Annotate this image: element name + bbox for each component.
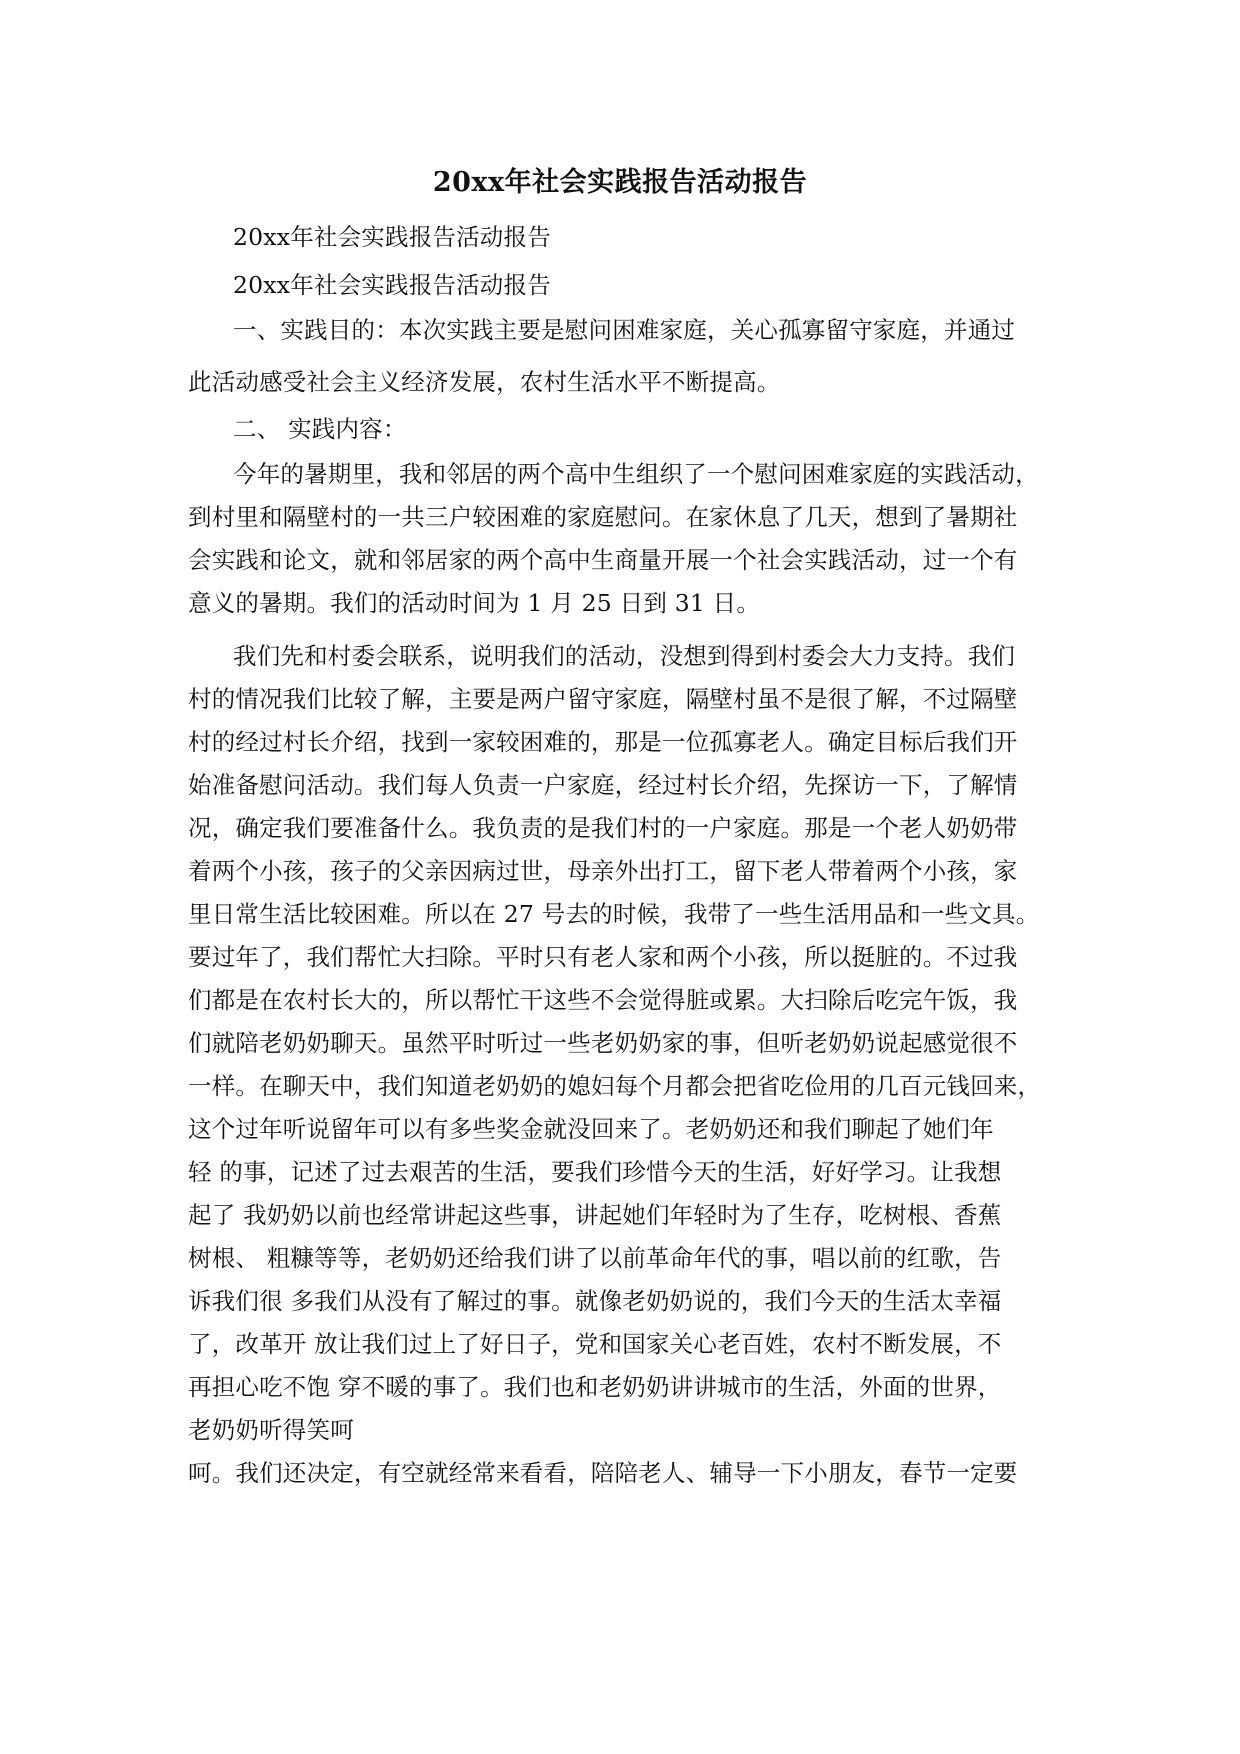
paragraph-line: 始准备慰问活动。我们每人负责一户家庭，经过村长介绍，先探访一下，了解情 (188, 771, 1018, 799)
document-title: 20xx年社会实践报告活动报告 (432, 167, 808, 198)
section-heading: 二、 实践内容： (233, 415, 407, 443)
paragraph-line: 这个过年听说留年可以有多些奖金就没回来了。老奶奶还和我们聊起了她们年 (188, 1115, 994, 1143)
paragraph-line: 里日常生活比较困难。所以在 27 号去的时候，我带了一些生活用品和一些文具。 (188, 900, 1040, 928)
paragraph-line: 起了 我奶奶以前也经常讲起这些事，讲起她们年轻时为了生存，吃树根、香蕉 (188, 1201, 1002, 1229)
purpose-line: 一、实践目的：本次实践主要是慰问困难家庭，关心孤寡留守家庭，并通过 (233, 316, 1016, 344)
paragraph-line: 们就陪老奶奶聊天。虽然平时听过一些老奶奶家的事，但听老奶奶说起感觉很不 (188, 1029, 1018, 1057)
paragraph-line: 轻 的事，记述了过去艰苦的生活，要我们珍惜今天的生活，好好学习。让我想 (188, 1158, 1002, 1186)
paragraph-line: 意义的暑期。我们的活动时间为 1 月 25 日到 31 日。 (188, 589, 761, 617)
paragraph-line: 了，改革开 放让我们过上了好日子，党和国家关心老百姓，农村不断发展，不 (188, 1330, 1002, 1358)
paragraph-line: 着两个小孩，孩子的父亲因病过世，母亲外出打工，留下老人带着两个小孩，家 (188, 857, 1018, 885)
paragraph-line: 树根、 粗糠等等，老奶奶还给我们讲了以前革命年代的事，唱以前的红歌，告 (188, 1244, 1002, 1272)
paragraph-line: 要过年了，我们帮忙大扫除。平时只有老人家和两个小孩，所以挺脏的。不过我 (188, 943, 1018, 971)
paragraph-line: 村的经过村长介绍，找到一家较困难的，那是一位孤寡老人。确定目标后我们开 (188, 728, 1018, 756)
paragraph-line: 诉我们很 多我们从没有了解过的事。就像老奶奶说的，我们今天的生活太幸福 (188, 1287, 1002, 1315)
paragraph-line: 我们先和村委会联系，说明我们的活动，没想到得到村委会大力支持。我们 (233, 642, 1016, 670)
paragraph-line: 呵。我们还决定，有空就经常来看看，陪陪老人、辅导一下小朋友，春节一定要 (188, 1459, 1018, 1487)
paragraph-line: 老奶奶听得笑呵 (188, 1416, 354, 1444)
paragraph-line: 再担心吃不饱 穿不暖的事了。我们也和老奶奶讲讲城市的生活，外面的世界， (188, 1373, 1002, 1401)
paragraph-line: 况，确定我们要准备什么。我负责的是我们村的一户家庭。那是一个老人奶奶带 (188, 814, 1018, 842)
paragraph-line: 一样。在聊天中，我们知道老奶奶的媳妇每个月都会把省吃俭用的几百元钱回来， (188, 1072, 1042, 1100)
paragraph-line: 们都是在农村长大的，所以帮忙干这些不会觉得脏或累。大扫除后吃完午饭，我 (188, 986, 1018, 1014)
paragraph-line: 到村里和隔壁村的一共三户较困难的家庭慰问。在家休息了几天，想到了暑期社 (188, 503, 1018, 531)
paragraph-line: 村的情况我们比较了解，主要是两户留守家庭，隔壁村虽不是很了解，不过隔壁 (188, 685, 1018, 713)
paragraph-line: 今年的暑期里，我和邻居的两个高中生组织了一个慰问困难家庭的实践活动， (233, 460, 1039, 488)
purpose-line: 此活动感受社会主义经济发展，农村生活水平不断提高。 (188, 368, 781, 396)
subtitle-line: 20xx年社会实践报告活动报告 (233, 223, 551, 251)
paragraph-line: 会实践和论文，就和邻居家的两个高中生商量开展一个社会实践活动，过一个有 (188, 546, 1018, 574)
subtitle-line: 20xx年社会实践报告活动报告 (233, 271, 551, 299)
